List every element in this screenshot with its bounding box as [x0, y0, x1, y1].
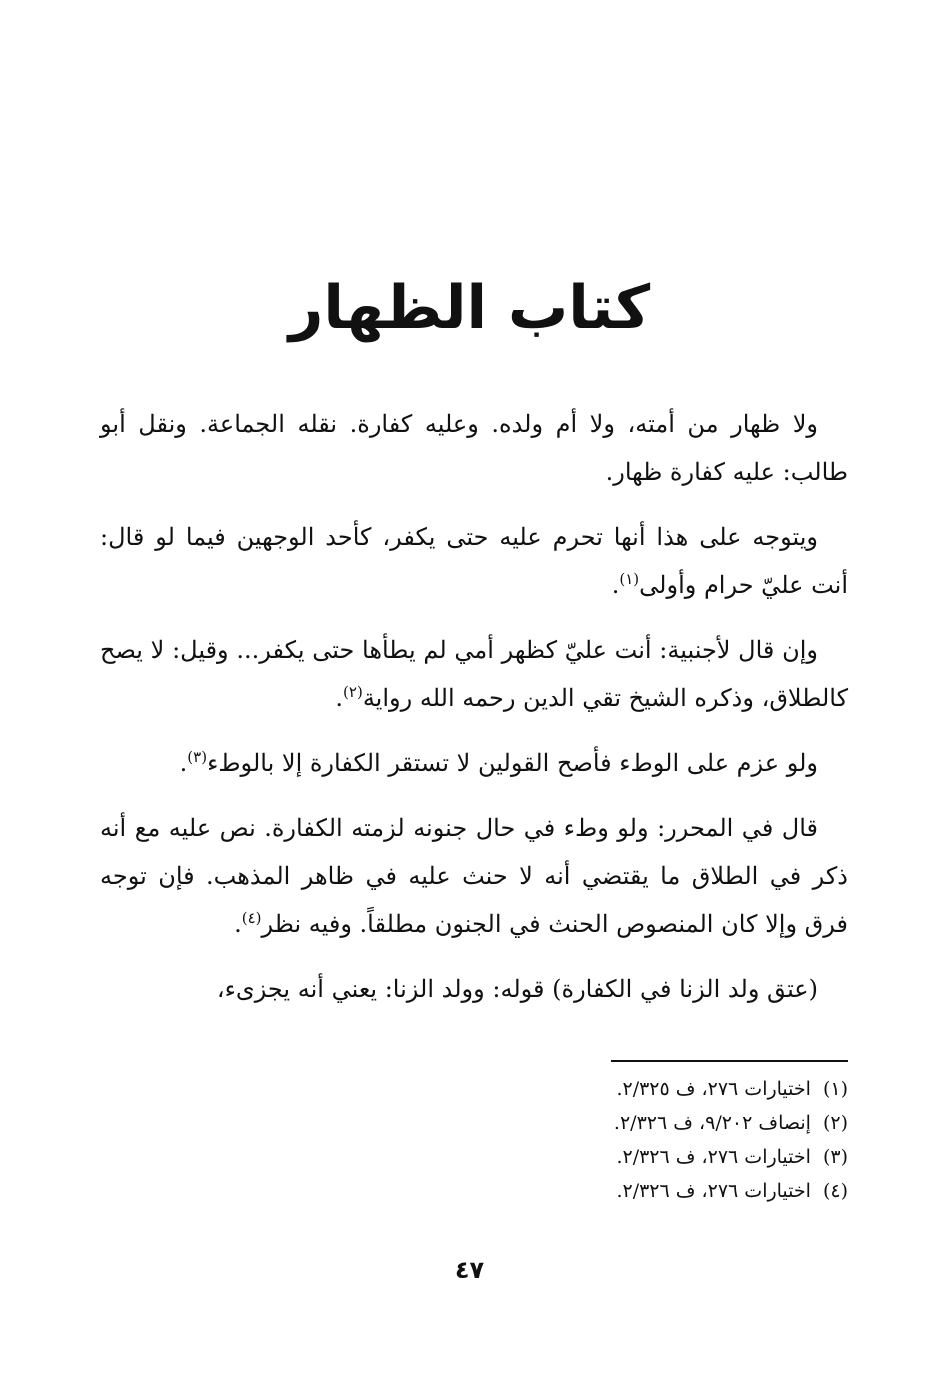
footnote-number: (٤) — [822, 1180, 848, 1202]
paragraph: ويتوجه على هذا أنها تحرم عليه حتى يكفر، كأحد الوجهين فيما لو قال: أنت عليّ حرام وأولى$^{(١)}$. — [100, 523, 848, 599]
footnote — [100, 1072, 848, 1106]
footnote-number: (٢) — [822, 1112, 848, 1134]
footnote — [100, 1106, 848, 1140]
footnote-separator — [611, 1060, 848, 1062]
chapter-title: كتاب الظهار — [288, 273, 651, 343]
paragraph-text: وإن قال لأجنبية: أنت عليّ كظهر أمي لم يطأها حتى يكفر... وقيل: لا يصح كالطلاق، وذكره الشيخ تقي الدين رحمه الله رواية — [100, 636, 848, 712]
footnotes — [100, 1072, 848, 1208]
footnote-number: (٣) — [822, 1146, 848, 1168]
footnote-marker: (٢) — [343, 683, 363, 701]
paragraph — [100, 400, 848, 496]
footnote-marker: (١) — [619, 570, 640, 588]
paragraph-text: (عتق ولد الزنا في الكفارة) قوله: وولد الزنا: يعني أنه يجزىء، — [216, 975, 818, 1003]
main-text — [100, 400, 848, 1030]
paragraph-text: قال في المحرر: ولو وطء في حال جنونه لزمته الكفارة. نص عليه مع أنه ذكر في الطلاق ما يقتضي أنه لا حنث عليه في ظاهر المذهب. فإن توجه فرق وإلا كان المنصوص الحنث في الجنون مطلقاً. وفيه نظر — [100, 814, 848, 938]
footnote-text: اختيارات ٢٧٦، ف ٢/٣٢٥. — [616, 1078, 811, 1100]
paragraph-text: ولو عزم على الوطء فأصح القولين لا تستقر الكفارة إلا بالوطء — [207, 749, 818, 777]
paragraph: قال في المحرر: ولو وطء في حال جنونه لزمته الكفارة. نص عليه مع أنه ذكر في الطلاق ما يقتضي أنه لا حنث عليه في ظاهر المذهب. فإن توجه فرق وإلا كان المنصوص الحنث في الجنون مطلقاً. وفيه نظر$^{(٤)}$. — [100, 814, 848, 938]
footnote-number: (١) — [822, 1078, 848, 1100]
footnote — [100, 1174, 848, 1208]
footnote-text: اختيارات ٢٧٦، ف ٢/٣٢٦. — [616, 1180, 811, 1202]
footnote — [100, 1140, 848, 1174]
footnote-text: إنصاف ٩/٢٠٢، ف ٢/٣٢٦. — [613, 1112, 811, 1134]
footnote-marker: (٤) — [241, 909, 262, 927]
paragraph: ولو عزم على الوطء فأصح القولين لا تستقر الكفارة إلا بالوطء$^{(٣)}$. — [179, 748, 818, 777]
paragraph: وإن قال لأجنبية: أنت عليّ كظهر أمي لم يطأها حتى يكفر... وقيل: لا يصح كالطلاق، وذكره الشيخ تقي الدين رحمه الله رواية$^{(٢)}$. — [100, 636, 848, 712]
paragraph-text: ويتوجه على هذا أنها تحرم عليه حتى يكفر، كأحد الوجهين فيما لو قال: أنت عليّ حرام وأولى — [100, 523, 848, 599]
footnote-marker: (٣) — [187, 748, 208, 766]
paragraph-text: ولا ظهار من أمته، ولا أم ولده. وعليه كفارة. نقله الجماعة. ونقل أبو طالب: عليه كفارة ظهار. — [100, 410, 848, 486]
paragraph — [100, 965, 848, 1013]
page-number: ٤٧ — [454, 1256, 485, 1284]
footnote-text: اختيارات ٢٧٦، ف ٢/٣٢٦. — [616, 1146, 811, 1168]
